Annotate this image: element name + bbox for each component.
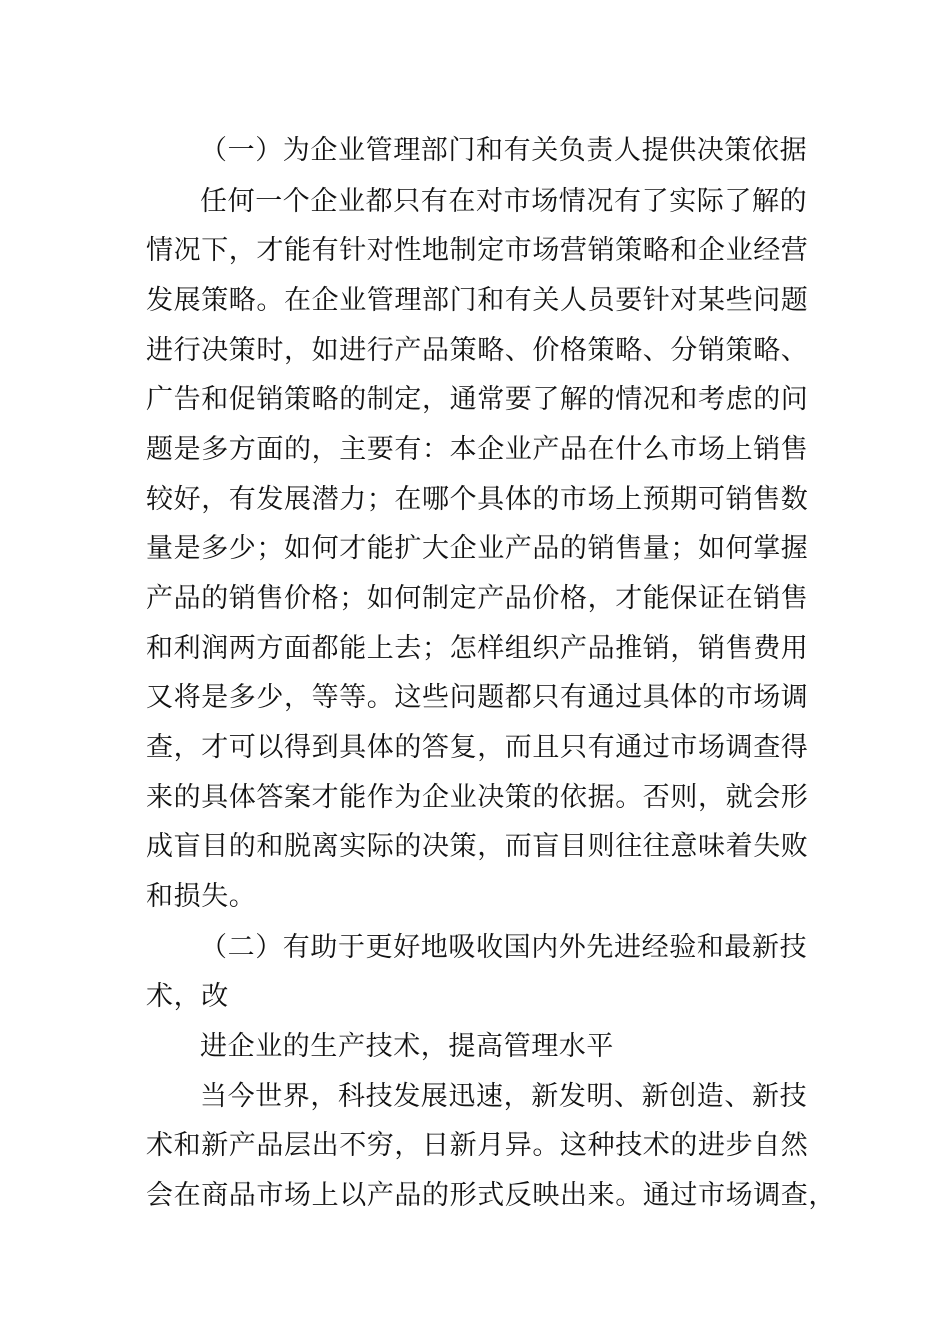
paragraph-line: 产品的销售价格；如何制定产品价格，才能保证在销售 [146, 583, 809, 614]
paragraph-line: 和利润两方面都能上去；怎样组织产品推销，销售费用 [146, 633, 809, 664]
paragraph-line: 来的具体答案才能作为企业决策的依据。否则，就会形 [146, 782, 809, 813]
section-2-heading: （二）有助于更好地吸收国内外先进经验和最新技 [200, 932, 808, 963]
section-2-heading-continued: 术，改 [146, 981, 229, 1012]
paragraph-line: 查，才可以得到具体的答复，而且只有通过市场调查得 [146, 732, 809, 763]
paragraph-line: 情况下，才能有针对性地制定市场营销策略和企业经营 [146, 235, 809, 266]
paragraph-line: 术和新产品层出不穷，日新月异。这种技术的进步自然 [146, 1130, 809, 1161]
paragraph-line: 成盲目的和脱离实际的决策，而盲目则往往意味着失败 [146, 831, 809, 862]
paragraph-line: 广告和促销策略的制定，通常要了解的情况和考虑的问 [146, 384, 809, 415]
paragraph-line: 题是多方面的，主要有：本企业产品在什么市场上销售 [146, 434, 809, 465]
paragraph-line: 和损失。 [146, 881, 257, 912]
section-1-heading: （一）为企业管理部门和有关负责人提供决策依据 [200, 135, 808, 166]
paragraph-line: 较好，有发展潜力；在哪个具体的市场上预期可销售数 [146, 484, 809, 515]
paragraph-line: 任何一个企业都只有在对市场情况有了实际了解的 [200, 186, 808, 217]
section-2-heading-continued: 进企业的生产技术，提高管理水平 [200, 1031, 614, 1062]
paragraph-line: 又将是多少，等等。这些问题都只有通过具体的市场调 [146, 682, 809, 713]
paragraph-line: 量是多少；如何才能扩大企业产品的销售量；如何掌握 [146, 533, 809, 564]
paragraph-line: 发展策略。在企业管理部门和有关人员要针对某些问题 [146, 285, 809, 316]
paragraph-line: 当今世界，科技发展迅速，新发明、新创造、新技 [200, 1081, 808, 1112]
paragraph-line: 会在商品市场上以产品的形式反映出来。通过市场调查， [146, 1180, 836, 1211]
paragraph-line: 进行决策时，如进行产品策略、价格策略、分销策略、 [146, 335, 809, 366]
